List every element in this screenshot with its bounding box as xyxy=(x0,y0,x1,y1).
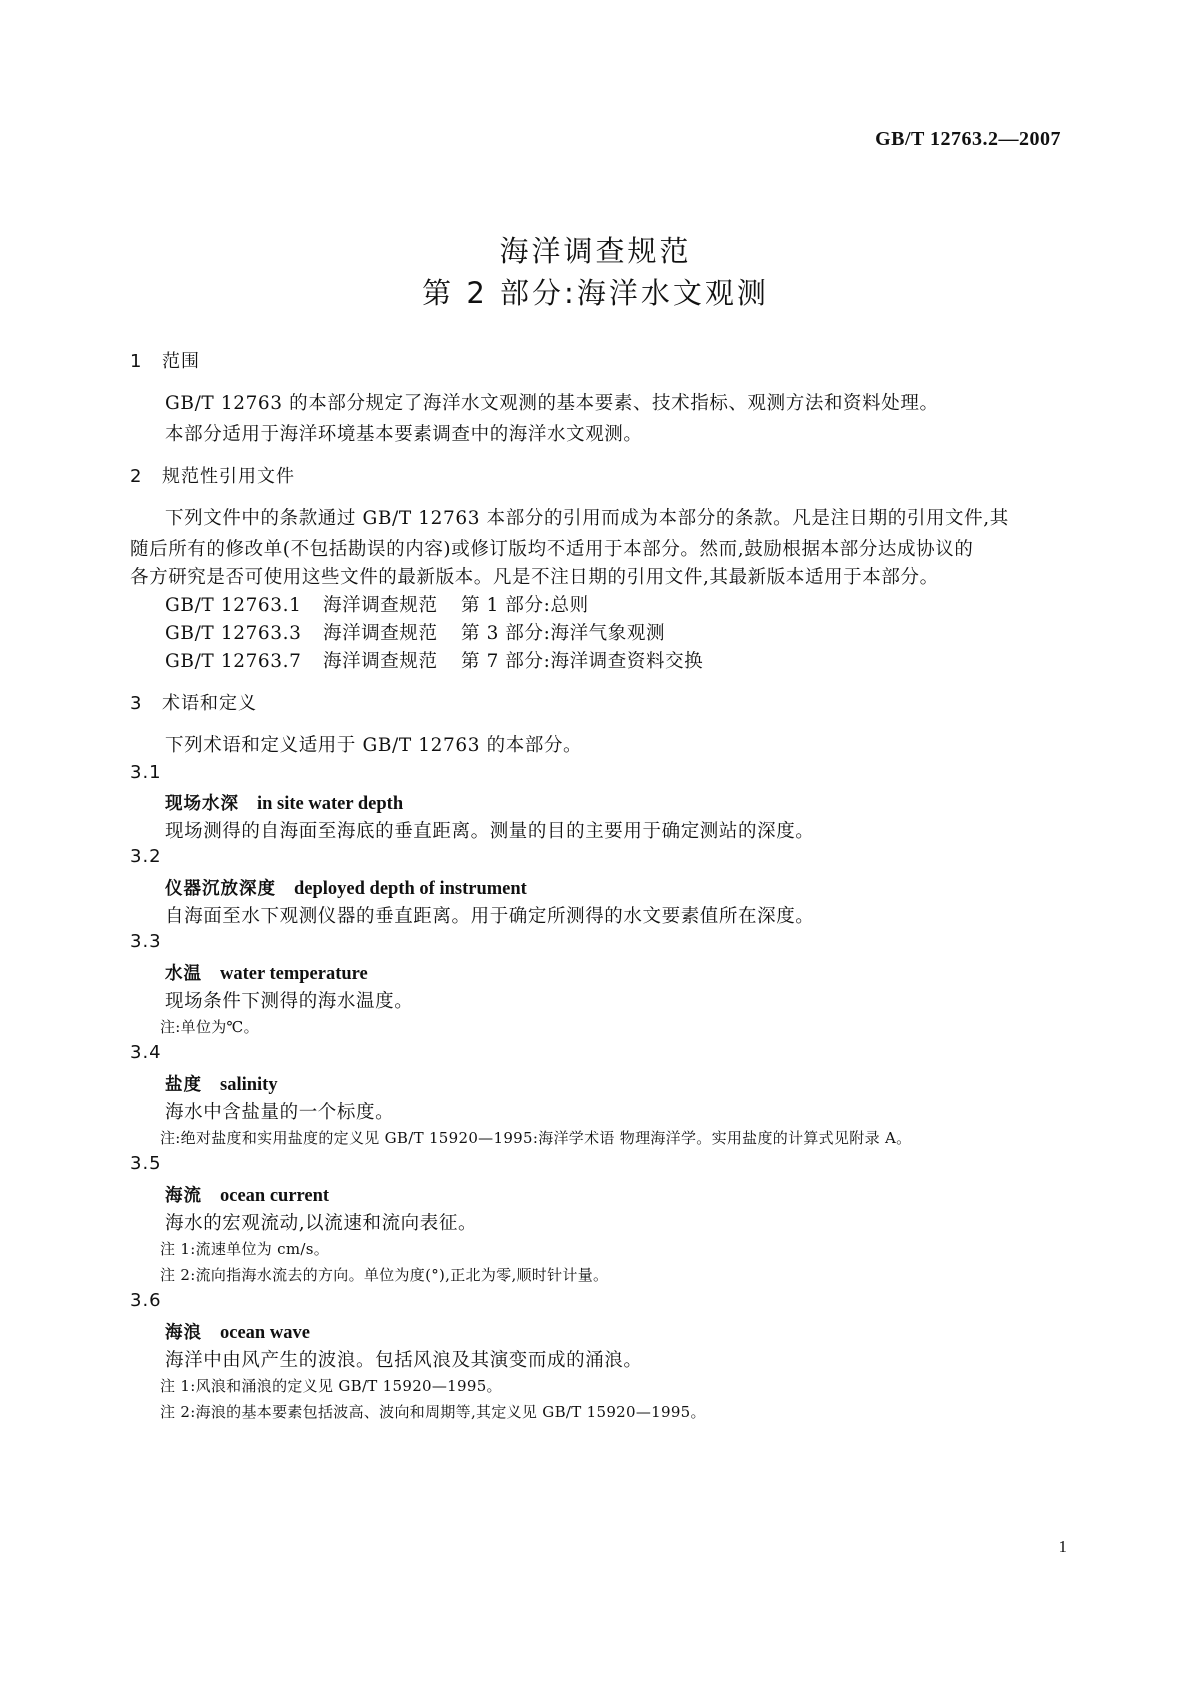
paragraph: 下列术语和定义适用于 GB/T 12763 的本部分。 xyxy=(165,735,583,756)
term-en: water temperature xyxy=(220,964,368,984)
reference-title: 海洋调查规范 xyxy=(323,623,438,644)
section-heading-2 xyxy=(130,462,295,488)
reference-item xyxy=(165,591,589,617)
document-title: 海洋调查规范 xyxy=(499,234,692,268)
term-number: 3.3 xyxy=(130,931,162,952)
term-heading xyxy=(165,875,527,900)
term-definition: 自海面至水下观测仪器的垂直距离。用于确定所测得的水文要素值所在深度。 xyxy=(165,906,815,927)
term-heading xyxy=(165,1319,310,1344)
section-number: 3 xyxy=(130,693,143,714)
reference-part: 第 3 部分:海洋气象观测 xyxy=(461,623,666,644)
standard-number: GB/T 12763.2—2007 xyxy=(875,128,1061,150)
term-zh: 仪器沉放深度 xyxy=(165,879,276,899)
term-definition: 现场测得的自海面至海底的垂直距离。测量的目的主要用于确定测站的深度。 xyxy=(165,821,815,842)
reference-code: GB/T 12763.1 xyxy=(165,595,302,616)
section-number: 2 xyxy=(130,466,143,487)
term-heading xyxy=(165,790,403,815)
reference-code: GB/T 12763.3 xyxy=(165,623,302,644)
term-heading xyxy=(165,1071,278,1096)
term-number: 3.6 xyxy=(130,1290,162,1311)
paragraph: 本部分适用于海洋环境基本要素调查中的海洋水文观测。 xyxy=(165,424,643,445)
note: 注 1:流速单位为 cm/s。 xyxy=(160,1240,330,1258)
term-number: 3.4 xyxy=(130,1042,162,1063)
term-en: in site water depth xyxy=(257,794,404,814)
reference-item xyxy=(165,619,665,645)
reference-part: 第 7 部分:海洋调查资料交换 xyxy=(461,651,704,672)
paragraph-line: 各方研究是否可使用这些文件的最新版本。凡是不注日期的引用文件,其最新版本适用于本部分。 xyxy=(130,567,939,588)
paragraph-line: 下列文件中的条款通过 GB/T 12763 本部分的引用而成为本部分的条款。凡是注日期的引用文件,其 xyxy=(165,508,1009,529)
term-zh: 现场水深 xyxy=(165,794,239,814)
reference-part: 第 1 部分:总则 xyxy=(461,595,589,616)
term-number: 3.2 xyxy=(130,846,162,867)
note: 注:单位为℃。 xyxy=(160,1018,259,1036)
note: 注 2:流向指海水流去的方向。单位为度(°),正北为零,顺时针计量。 xyxy=(160,1266,609,1284)
section-heading-1 xyxy=(130,347,200,373)
reference-item xyxy=(165,647,703,673)
note: 注:绝对盐度和实用盐度的定义见 GB/T 15920—1995:海洋学术语 物理海洋学。实用盐度的计算式见附录 A。 xyxy=(160,1129,912,1147)
section-title: 规范性引用文件 xyxy=(162,466,295,487)
term-zh: 海流 xyxy=(165,1186,202,1206)
term-en: deployed depth of instrument xyxy=(294,879,527,899)
term-en: ocean wave xyxy=(220,1323,310,1343)
term-en: salinity xyxy=(220,1075,278,1095)
term-definition: 海水中含盐量的一个标度。 xyxy=(165,1102,395,1123)
section-number: 1 xyxy=(130,351,143,372)
term-zh: 水温 xyxy=(165,964,202,984)
page-number: 1 xyxy=(1058,1537,1067,1556)
term-number: 3.1 xyxy=(130,762,162,783)
term-zh: 盐度 xyxy=(165,1075,202,1095)
section-heading-3 xyxy=(130,689,257,715)
note: 注 1:风浪和涌浪的定义见 GB/T 15920—1995。 xyxy=(160,1377,502,1395)
reference-title: 海洋调查规范 xyxy=(323,595,438,616)
reference-title: 海洋调查规范 xyxy=(323,651,438,672)
paragraph: GB/T 12763 的本部分规定了海洋水文观测的基本要素、技术指标、观测方法和资料处理。 xyxy=(165,393,939,414)
term-definition: 现场条件下测得的海水温度。 xyxy=(165,991,414,1012)
term-heading xyxy=(165,960,368,985)
reference-code: GB/T 12763.7 xyxy=(165,651,302,672)
section-title: 范围 xyxy=(162,351,200,372)
term-en: ocean current xyxy=(220,1186,330,1206)
term-definition: 海洋中由风产生的波浪。包括风浪及其演变而成的涌浪。 xyxy=(165,1350,643,1371)
term-number: 3.5 xyxy=(130,1153,162,1174)
section-title: 术语和定义 xyxy=(162,693,257,714)
paragraph-line: 随后所有的修改单(不包括勘误的内容)或修订版均不适用于本部分。然而,鼓励根据本部分达成协议的 xyxy=(130,539,974,560)
term-definition: 海水的宏观流动,以流速和流向表征。 xyxy=(165,1213,478,1234)
term-zh: 海浪 xyxy=(165,1323,202,1343)
note: 注 2:海浪的基本要素包括波高、波向和周期等,其定义见 GB/T 15920—1995。 xyxy=(160,1403,706,1421)
document-subtitle: 第 2 部分:海洋水文观测 xyxy=(422,276,769,310)
term-heading xyxy=(165,1182,329,1207)
